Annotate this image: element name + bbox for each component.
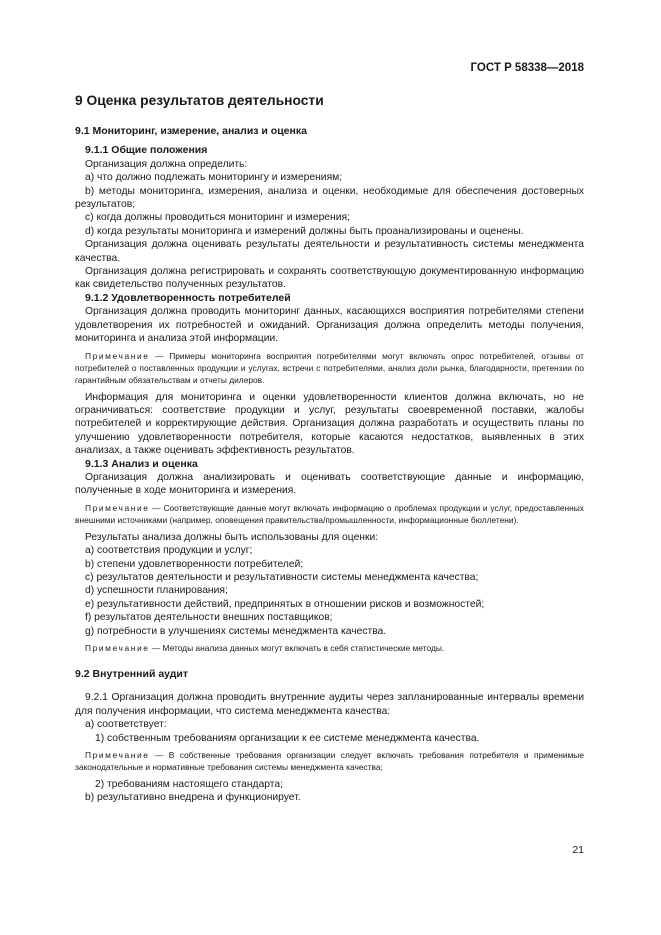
list-item: b) степени удовлетворенности потребителей;	[85, 558, 304, 570]
section-title: 9 Оценка результатов деятельности	[75, 93, 324, 108]
subsection-9-2-title: 9.2 Внутренний аудит	[75, 668, 188, 680]
note-label: Примечание	[85, 502, 150, 513]
list-item: d) когда результаты мониторинга и измерений должны быть проанализированы и оценены.	[85, 225, 524, 237]
paragraph: Организация должна анализировать и оценивать соответствующие данные и информацию, полученные в ходе мониторинга и измерения.	[75, 471, 584, 497]
note-text: — Соответствующие данные могут включать информацию о проблемах продукции и услуг, предоставленных внешними источниками (например, оповещения правительства/промышленности, информационные бюллетени).	[75, 502, 584, 525]
list-item: b) результативно внедрена и функционирует.	[85, 792, 301, 804]
clause-9-1-2-title: 9.1.2 Удовлетворенность потребителей	[85, 291, 291, 304]
note-label: Примечание	[85, 750, 150, 761]
list-subitem: 1) собственным требованиям организации к ее системе менеджмента качества.	[95, 732, 480, 744]
note-text: — Методы анализа данных могут включать в себя статистические методы.	[149, 643, 445, 653]
paragraph: Организация должна определить:	[85, 158, 248, 170]
page-content	[75, 92, 584, 805]
note-label: Примечание	[85, 350, 150, 361]
clause-9-1-1-title: 9.1.1 Общие положения	[85, 144, 208, 157]
list-item: c) когда должны проводиться мониторинг и измерения;	[85, 212, 350, 224]
list-item: e) результативности действий, предпринятых в отношении рисков и возможностей;	[85, 598, 485, 610]
paragraph: 9.2.1 Организация должна проводить внутренние аудиты через запланированные интервалы времени для получения информации, что система менеджмента качества:	[75, 692, 584, 717]
note-label: Примечание	[85, 643, 150, 653]
page-number: 21	[572, 844, 584, 856]
paragraph: Организация должна проводить мониторинг данных, касающихся восприятия потребителями степени удовлетворения их потребностей и ожиданий. Организация должна определить методы получения, мониторинга и анализа этой информации.	[75, 306, 584, 345]
paragraph: Результаты анализа должны быть использованы для оценки:	[85, 531, 379, 543]
list-item: g) потребности в улучшениях системы менеджмента качества.	[85, 625, 387, 637]
list-subitem: 2) требованиям настоящего стандарта;	[95, 779, 283, 791]
paragraph: Организация должна регистрировать и сохранять соответствующую документированную информацию как свидетельство полученных результатов.	[75, 266, 584, 291]
paragraph: Информация для мониторинга и оценки удовлетворенности клиентов должна включать, но не ограничиваться: соответствие продукции и услуг, результаты своевременной поставки, жалобы потребителей и корректирующие действия. Организация должна разработать и осуществить планы по улучшению удовлетворенности потребителя, которые касаются недостатков, выявленных в этих анализах, а также оценивать эффективность результатов.	[75, 391, 584, 457]
note	[75, 502, 584, 526]
note	[75, 350, 584, 386]
note	[75, 642, 584, 654]
list-item: a) что должно подлежать мониторингу и измерениям;	[85, 172, 343, 184]
list-item: d) успешности планирования;	[85, 585, 228, 597]
list-item: a) соответствует:	[85, 719, 167, 731]
note-text: — Примеры мониторинга восприятия потребителями могут включать опрос потребителей, отзывы от потребителей о поставленных продукции и услугах, встречи с потребителями, анализ доли рынка, благодарности, претензии по гарантийным обязательствам и отчеты дилеров.	[75, 350, 584, 385]
list-item: f) результатов деятельности внешних поставщиков;	[85, 612, 333, 624]
note-text: — В собственные требования организации следует включать требования потребителя и применимые законодательные и нормативные требования системы менеджмента качества;	[75, 750, 584, 773]
list-item: a) соответствия продукции и услуг;	[85, 545, 253, 557]
subsection-9-1-title: 9.1 Мониторинг, измерение, анализ и оценка	[75, 125, 307, 137]
standard-header: ГОСТ Р 58338—2018	[470, 62, 584, 74]
document-page	[75, 0, 584, 935]
paragraph: Организация должна оценивать результаты деятельности и результативность системы менеджмента качества.	[75, 239, 584, 264]
note	[75, 749, 584, 773]
clause-9-1-3-title: 9.1.3 Анализ и оценка	[85, 457, 198, 470]
list-item: c) результатов деятельности и результативности системы менеджмента качества;	[85, 571, 479, 583]
list-item: b) методы мониторинга, измерения, анализа и оценки, необходимые для обеспечения достоверных результатов;	[75, 185, 584, 211]
